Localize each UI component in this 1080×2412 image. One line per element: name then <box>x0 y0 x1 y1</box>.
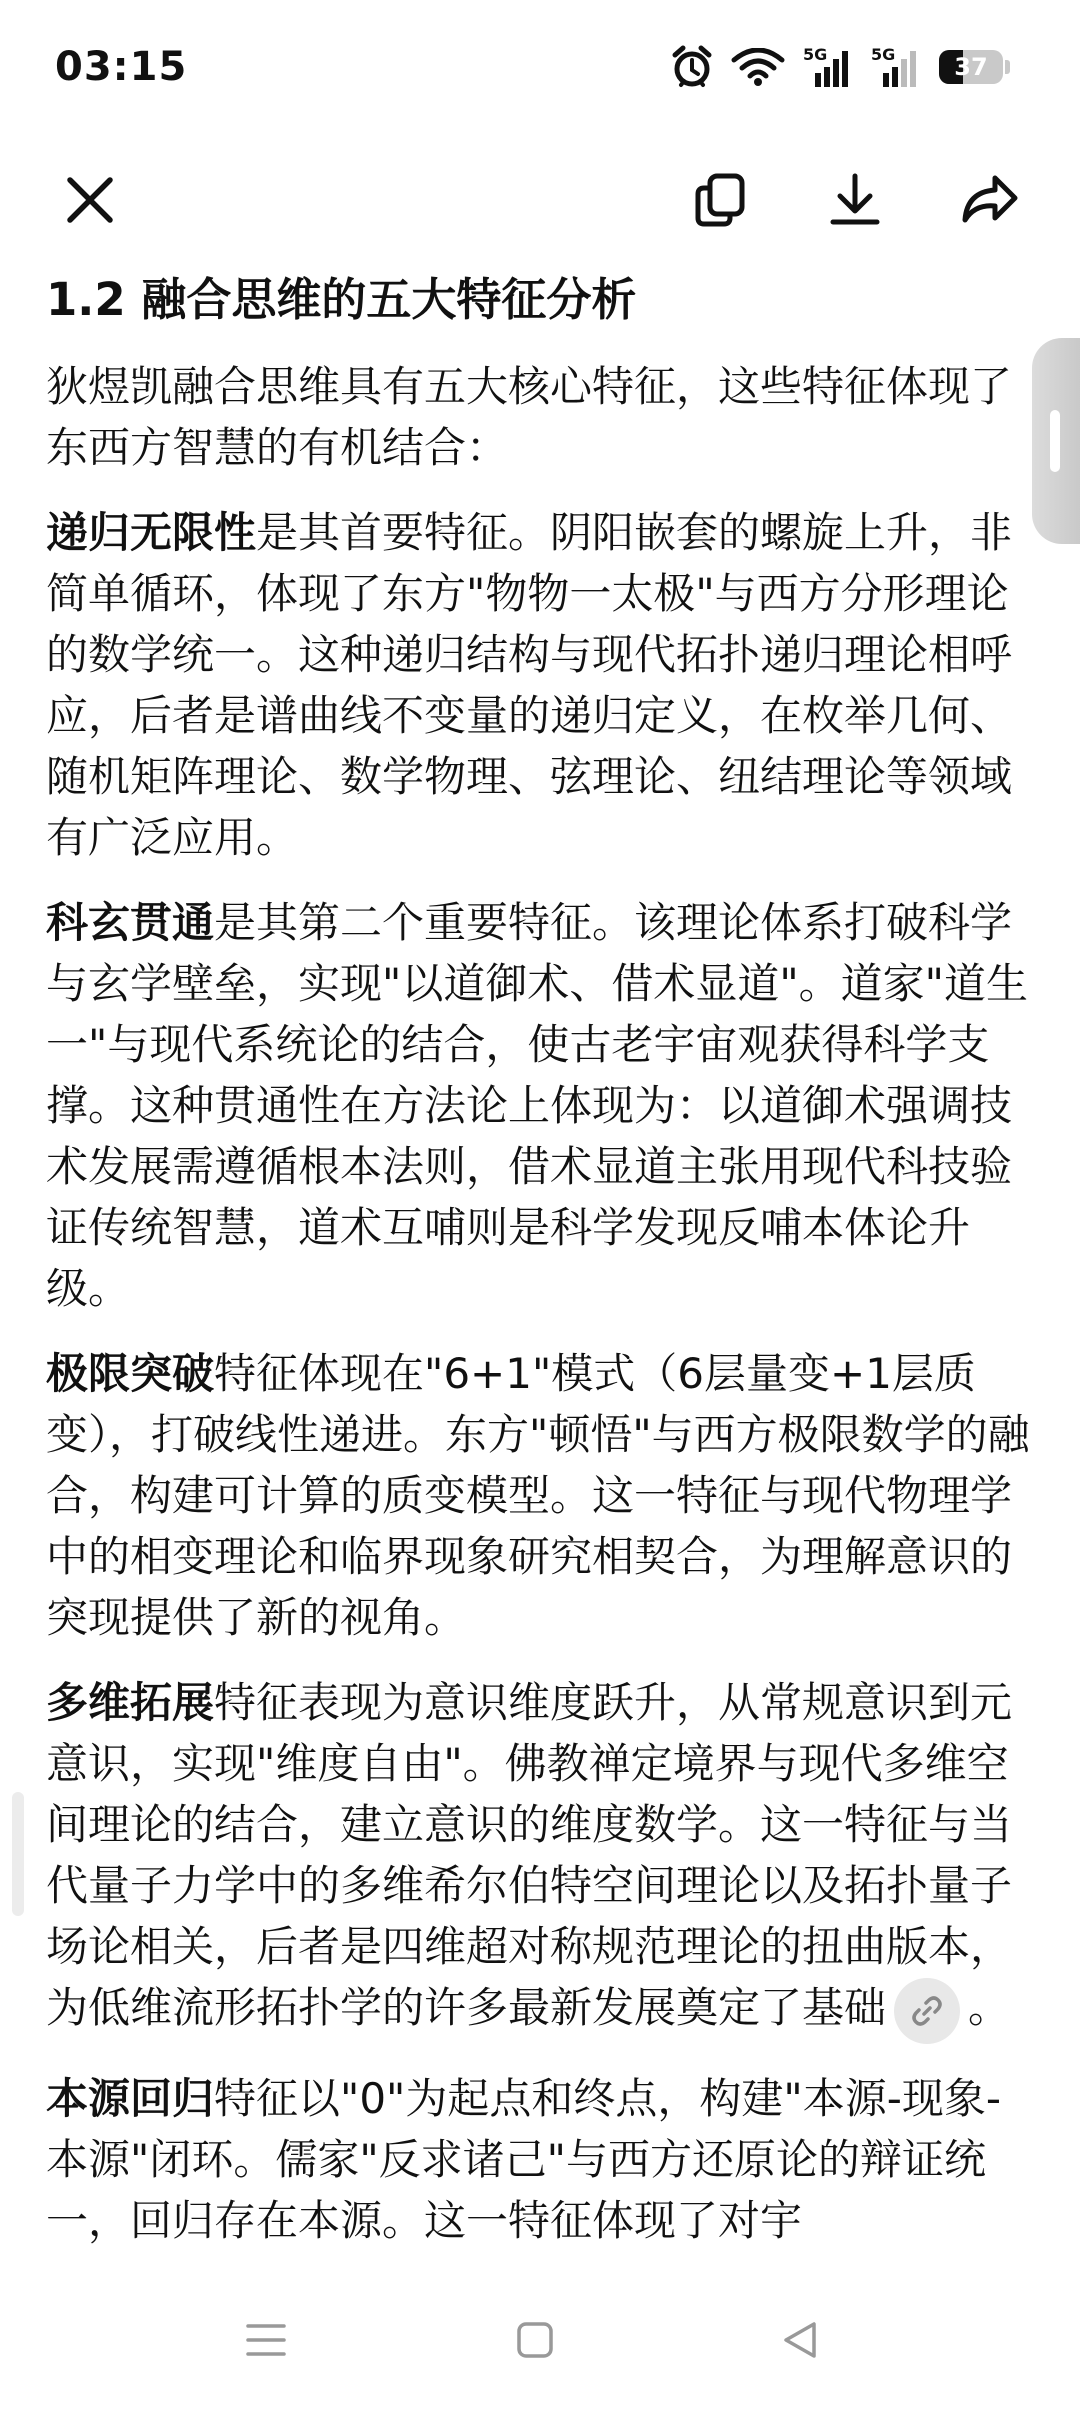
source-link-button[interactable] <box>894 1978 960 2044</box>
close-icon <box>62 172 118 228</box>
network-label-1: 5G <box>803 45 828 64</box>
paragraph-limit-breakthrough <box>46 1343 1036 1648</box>
status-bar <box>0 0 1080 140</box>
status-time: 03:15 <box>55 44 188 90</box>
back-button[interactable] <box>760 2300 840 2380</box>
menu-icon <box>244 2320 288 2360</box>
battery-icon <box>939 50 1003 84</box>
copy-icon <box>690 170 750 230</box>
battery-level: 37 <box>954 53 988 81</box>
paragraph-text: 特征表现为意识维度跃升，从常规意识到元意识，实现"维度自由"。佛教禅定境界与现代多维空间理论的结合，建立意识的维度数学。这一特征与当代量子力学中的多维希尔伯特空间理论以及拓扑量子场论相关，后者是四维超对称规范理论的扭曲版本，为低维流形拓扑学的许多最新发展奠定了基础 <box>46 1678 1013 2032</box>
network-label-2: 5G <box>871 45 896 64</box>
back-icon <box>780 2320 820 2360</box>
paragraph-text: 特征体现在"6+1"模式（6层量变+1层质变），打破线性递进。东方"顿悟"与西方极限数学的融合，构建可计算的质变模型。这一特征与现代物理学中的相变理论和临界现象研究相契合，为理解意识的突现提供了新的视角。 <box>46 1349 1030 1642</box>
paragraph-suffix: 。 <box>968 1983 1011 2032</box>
paragraph-origin-return <box>46 2068 1036 2251</box>
alarm-icon <box>671 45 713 89</box>
link-icon <box>910 1994 944 2028</box>
signal-5g-icon <box>871 45 921 89</box>
home-icon <box>515 2320 555 2360</box>
side-panel-handle[interactable] <box>1032 338 1080 544</box>
paragraph-term: 多维拓展 <box>46 1678 215 1727</box>
section-title: 1.2 融合思维的五大特征分析 <box>46 273 637 326</box>
close-button[interactable] <box>40 150 140 250</box>
intro-paragraph: 狄煜凯融合思维具有五大核心特征，这些特征体现了东西方智慧的有机结合： <box>46 362 1013 472</box>
paragraph-recursive-infinity <box>46 502 1036 868</box>
paragraph-multidimensional <box>46 1672 1036 2044</box>
left-edge-handle[interactable] <box>12 1792 24 1916</box>
download-button[interactable] <box>805 150 905 250</box>
handle-grip <box>1050 410 1060 472</box>
copy-button[interactable] <box>670 150 770 250</box>
paragraph-text: 特征以"0"为起点和终点，构建"本源-现象-本源"闭环。儒家"反求诸己"与西方还原论的辩证统一，回归存在本源。这一特征体现了对宇 <box>46 2073 1002 2245</box>
paragraph-term: 科玄贯通 <box>46 898 215 947</box>
battery-cap <box>1005 60 1010 74</box>
navigation-bar <box>0 2270 1080 2412</box>
paragraph-term: 本源回归 <box>46 2073 215 2123</box>
paragraph-science-metaphysics <box>46 892 1036 1319</box>
paragraph-text: 是其首要特征。阴阳嵌套的螺旋上升，非简单循环，体现了东方"物物一太极"与西方分形理论的数学统一。这种递归结构与现代拓扑递归理论相呼应，后者是谱曲线不变量的递归定义，在枚举几何、随机矩阵理论、数学物理、弦理论、纽结理论等领域有广泛应用。 <box>46 508 1013 862</box>
share-icon <box>959 170 1021 230</box>
toolbar <box>0 140 1080 280</box>
signal-5g-icon <box>803 45 853 89</box>
wifi-icon <box>731 48 785 86</box>
paragraph-term: 极限突破 <box>46 1349 215 1398</box>
paragraph-text: 是其第二个重要特征。该理论体系打破科学与玄学壁垒，实现"以道御术、借术显道"。道家"道生一"与现代系统论的结合，使古老宇宙观获得科学支撑。这种贯通性在方法论上体现为：以道御术强调技术发展需遵循根本法则，借术显道主张用现代科技验证传统智慧，道术互哺则是科学发现反哺本体论升级。 <box>46 898 1028 1313</box>
download-icon <box>825 170 885 230</box>
article-content <box>46 268 1036 2266</box>
menu-button[interactable] <box>226 2300 306 2380</box>
home-button[interactable] <box>495 2300 575 2380</box>
paragraph-term: 递归无限性 <box>46 508 257 557</box>
status-icons <box>671 42 1010 92</box>
share-button[interactable] <box>940 150 1040 250</box>
battery-indicator <box>939 50 1010 84</box>
